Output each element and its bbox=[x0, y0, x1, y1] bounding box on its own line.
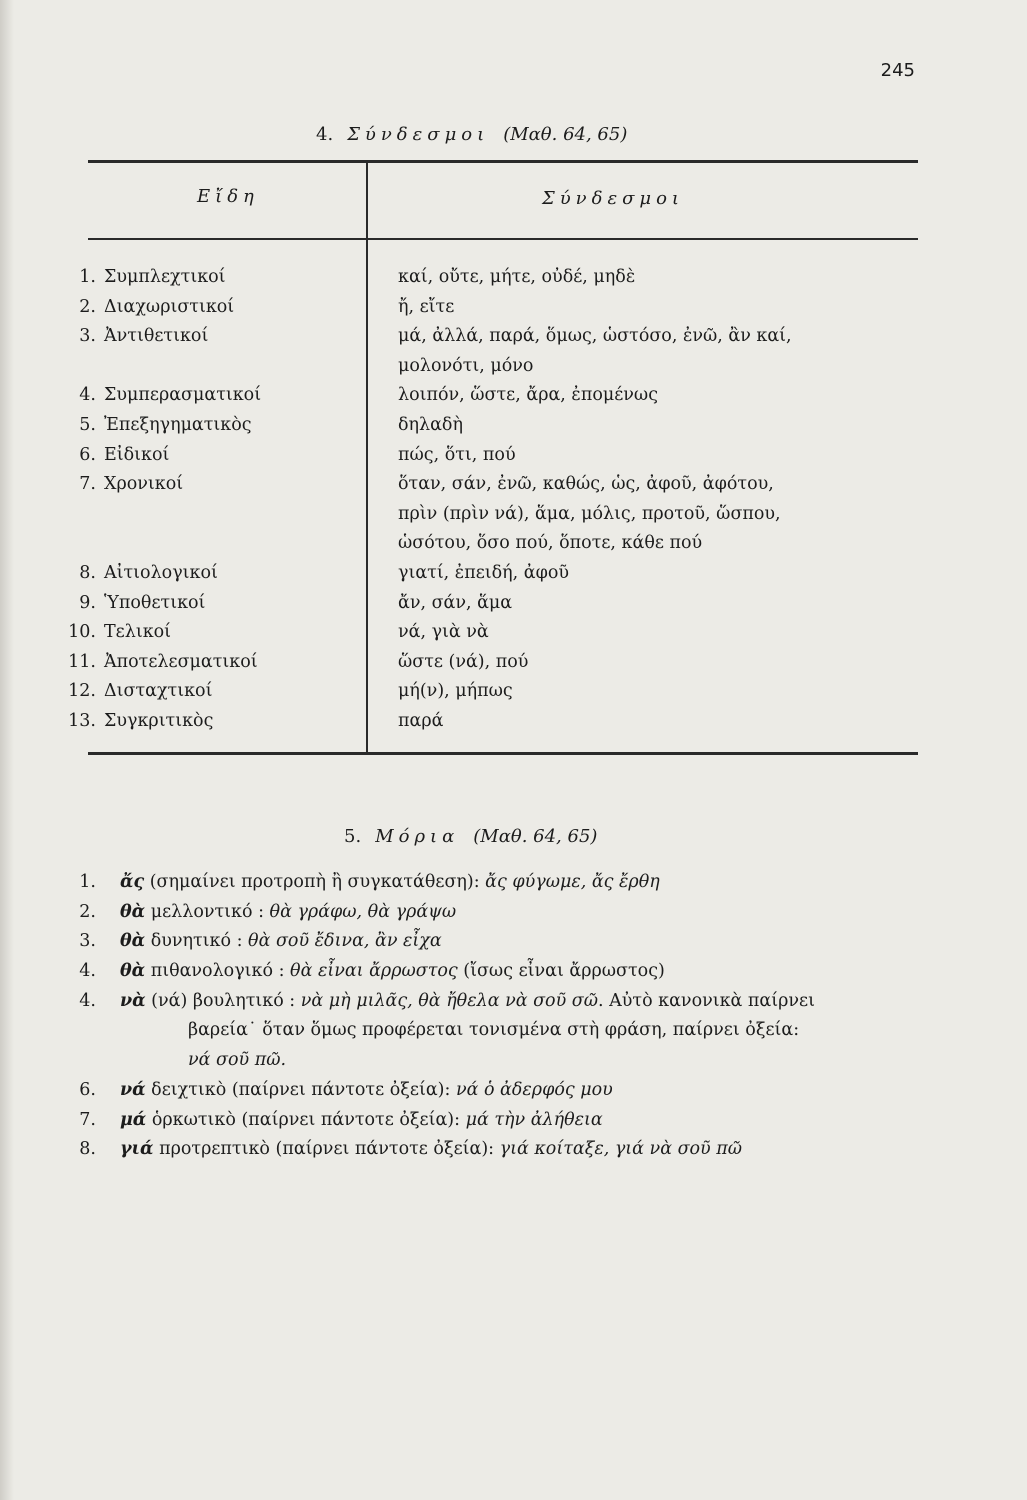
item-description: μελλοντικό : bbox=[145, 901, 270, 922]
item-text bbox=[120, 989, 815, 1013]
row-conjunctions: γιατί, ἐπειδή, ἀφοῦ bbox=[398, 563, 570, 583]
column-header-kinds: Εἴδη bbox=[197, 186, 259, 207]
item-example: ἄς φύγωμε, ἄς ἔρθη bbox=[485, 872, 660, 892]
row-number: 10. bbox=[68, 622, 96, 643]
row-number: 13. bbox=[68, 711, 96, 731]
row-conjunctions: λοιπόν, ὥστε, ἄρα, ἐπομένως bbox=[398, 385, 659, 406]
item-particle: νά bbox=[120, 1079, 146, 1100]
row-conjunctions: πρὶν (πρὶν νά), ἅμα, μόλις, προτοῦ, ὥσπου, bbox=[398, 503, 781, 524]
item-particle: νὰ bbox=[120, 990, 146, 1011]
row-conjunctions: μή(ν), μήπως bbox=[398, 681, 513, 702]
item-number: 6. bbox=[79, 1079, 96, 1100]
page-number: 245 bbox=[880, 60, 915, 81]
row-conjunctions: μολονότι, μόνο bbox=[398, 355, 534, 376]
row-conjunctions: μά, ἀλλά, παρά, ὅμως, ὡστόσο, ἐνῶ, ἂν καί, bbox=[398, 326, 792, 347]
item-description: πιθανολογικό : bbox=[145, 961, 291, 982]
table-top-rule bbox=[88, 160, 918, 163]
row-number: 6. bbox=[79, 444, 96, 465]
row-number: 7. bbox=[79, 474, 96, 495]
item-text bbox=[120, 1137, 742, 1161]
item-text bbox=[120, 929, 442, 953]
section-4-number: 4. bbox=[316, 124, 334, 145]
item-number: 8. bbox=[79, 1139, 96, 1160]
item-description: δυνητικό : bbox=[145, 931, 249, 952]
row-conjunctions: πώς, ὅτι, πού bbox=[398, 444, 516, 465]
row-conjunctions: παρά bbox=[398, 711, 444, 731]
row-number: 11. bbox=[68, 651, 96, 672]
section-5-heading: Μόρια bbox=[375, 826, 460, 847]
row-number: 3. bbox=[79, 326, 96, 347]
item-description: δειχτικὸ (παίρνει πάντοτε ὀξεία): bbox=[145, 1079, 456, 1100]
row-number: 2. bbox=[79, 296, 96, 317]
row-number: 4. bbox=[79, 385, 96, 406]
table-header-rule bbox=[88, 238, 918, 240]
item-continuation: βαρεία˙ ὅταν ὅμως προφέρεται τονισμένα στὴ φράση, παίρνει ὀξεία: bbox=[188, 1020, 800, 1041]
item-example: νὰ μὴ μιλᾶς, θὰ ἤθελα νὰ σοῦ σῶ bbox=[300, 990, 598, 1011]
item-example: γιά κοίταξε, γιά νὰ σοῦ πῶ bbox=[499, 1139, 743, 1160]
item-particle: γιά bbox=[120, 1139, 154, 1160]
item-number: 7. bbox=[79, 1109, 96, 1130]
row-number: 1. bbox=[79, 267, 96, 287]
row-number: 5. bbox=[79, 415, 96, 435]
item-number: 2. bbox=[79, 901, 96, 922]
item-text bbox=[120, 900, 456, 924]
item-particle: μά bbox=[120, 1109, 147, 1130]
row-conjunctions: ἄν, σάν, ἅμα bbox=[398, 592, 513, 613]
item-number: 1. bbox=[79, 872, 96, 892]
item-example: μά τὴν ἀλήθεια bbox=[465, 1109, 603, 1130]
item-example: νά ὁ ἀδερφός μου bbox=[455, 1079, 613, 1100]
item-particle: θὰ bbox=[120, 961, 146, 982]
section-5-title bbox=[344, 826, 597, 847]
item-description: (νά) βουλητικό : bbox=[145, 990, 301, 1011]
row-conjunctions: ὡσότου, ὅσο πού, ὅποτε, κάθε πού bbox=[398, 533, 703, 554]
row-number: 9. bbox=[79, 592, 96, 613]
row-conjunctions: ὥστε (νά), πού bbox=[398, 651, 529, 672]
section-5-number: 5. bbox=[344, 826, 362, 847]
table-column-divider bbox=[366, 163, 368, 753]
item-description: προτρεπτικὸ (παίρνει πάντοτε ὀξεία): bbox=[153, 1139, 500, 1160]
row-kind: Ὑποθετικοί bbox=[104, 592, 206, 613]
row-conjunctions: ἤ, εἴτε bbox=[398, 296, 455, 317]
item-example: θὰ γράφω, θὰ γράψω bbox=[269, 901, 457, 922]
item-example: θὰ σοῦ ἔδινα, ἂν εἶχα bbox=[248, 931, 442, 952]
row-number: 12. bbox=[68, 681, 96, 702]
page-edge-shadow bbox=[0, 0, 14, 1500]
item-particle: θὰ bbox=[120, 901, 146, 922]
item-number: 4. bbox=[79, 961, 96, 982]
row-kind: Τελικοί bbox=[104, 622, 172, 643]
row-number: 8. bbox=[79, 563, 96, 583]
item-text bbox=[120, 1108, 603, 1132]
row-kind: Ἀποτελεσματικοί bbox=[104, 651, 258, 672]
item-text bbox=[120, 870, 660, 894]
row-kind: Ἐπεξηγηματικὸς bbox=[104, 415, 252, 435]
row-kind: Δισταχτικοί bbox=[104, 681, 213, 702]
item-continuation-example: νά σοῦ πῶ. bbox=[188, 1050, 287, 1071]
item-example: θὰ εἶναι ἄρρωστος bbox=[290, 961, 458, 982]
row-kind: Ἀντιθετικοί bbox=[104, 326, 209, 347]
table-bottom-rule bbox=[88, 752, 918, 755]
row-kind: Συμπλεχτικοί bbox=[104, 267, 226, 287]
item-number: 4. bbox=[79, 990, 96, 1011]
row-conjunctions: δηλαδὴ bbox=[398, 415, 463, 435]
item-description: ὁρκωτικὸ (παίρνει πάντοτε ὀξεία): bbox=[146, 1109, 466, 1130]
item-tail: . Αὐτὸ κανονικὰ παίρνει bbox=[598, 990, 815, 1011]
item-particle: ἄς bbox=[120, 872, 145, 892]
item-description: (σημαίνει προτροπὴ ἢ συγκατάθεση): bbox=[144, 872, 486, 892]
item-text bbox=[120, 1078, 613, 1102]
row-kind: Συγκριτικὸς bbox=[104, 711, 214, 731]
row-kind: Αἰτιολογικοί bbox=[104, 563, 218, 583]
row-conjunctions: καί, οὔτε, μήτε, οὐδέ, μηδὲ bbox=[398, 267, 636, 287]
section-4-title bbox=[316, 124, 627, 145]
row-kind: Διαχωριστικοί bbox=[104, 296, 235, 317]
row-kind: Συμπερασματικοί bbox=[104, 385, 262, 406]
item-number: 3. bbox=[79, 931, 96, 952]
item-particle: θὰ bbox=[120, 931, 146, 952]
section-5-reference: (Μαθ. 64, 65) bbox=[473, 826, 598, 847]
column-header-conjunctions: Σύνδεσμοι bbox=[542, 188, 684, 209]
section-4-heading: Σύνδεσμοι bbox=[347, 124, 490, 145]
row-kind: Εἰδικοί bbox=[104, 444, 170, 465]
item-text bbox=[120, 959, 665, 983]
row-conjunctions: ὅταν, σάν, ἐνῶ, καθώς, ὡς, ἀφοῦ, ἀφότου, bbox=[398, 474, 774, 495]
item-tail: (ἴσως εἶναι ἄρρωστος) bbox=[457, 961, 665, 982]
row-kind: Χρονικοί bbox=[104, 474, 184, 495]
section-4-reference: (Μαθ. 64, 65) bbox=[503, 124, 628, 145]
row-conjunctions: νά, γιὰ νὰ bbox=[398, 622, 489, 643]
